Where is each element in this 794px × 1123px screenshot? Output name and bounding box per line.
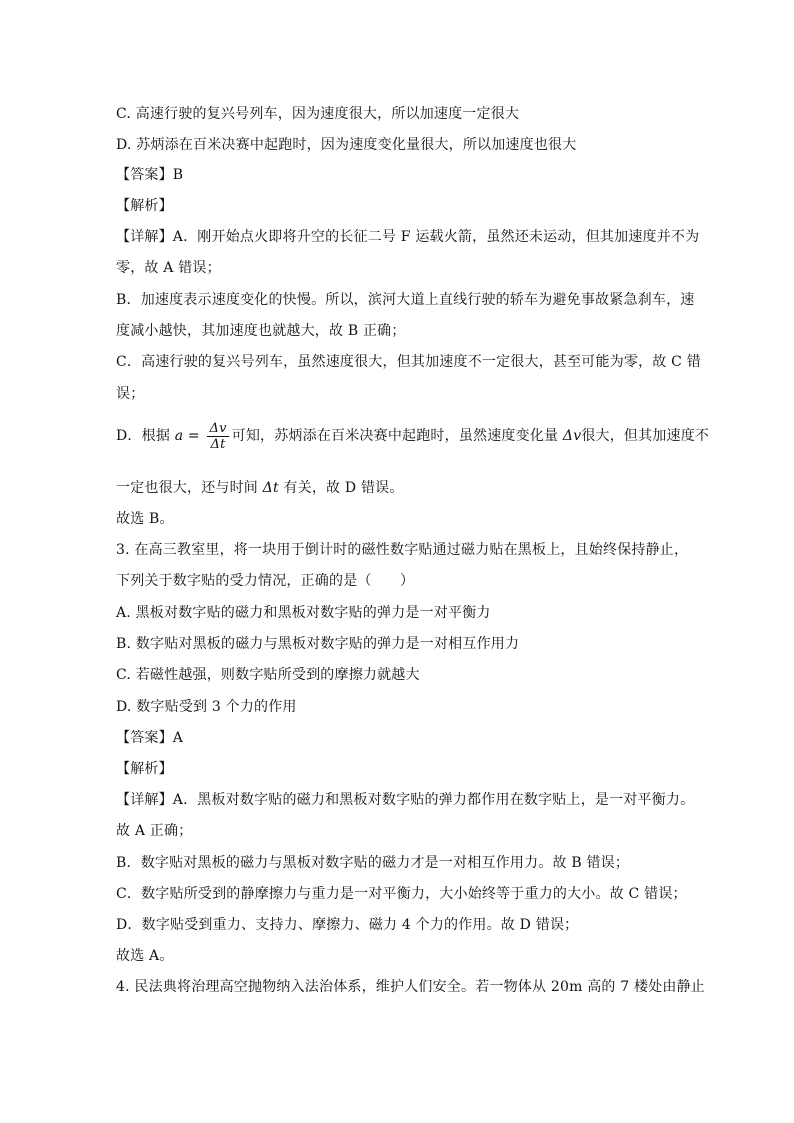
formula-suffix: 很大，但其加速度不 [581, 428, 710, 444]
explanation-line: 【详解】A．黑板对数字贴的磁力和黑板对数字贴的弹力都作用在数字贴上，是一对平衡力。 [116, 792, 695, 808]
question-3-stem: 3. 在高三教室里，将一块用于倒计时的磁性数字贴通过磁力贴在黑板上，且始终保持静止， [116, 542, 689, 558]
question-3-stem: 下列关于数字贴的受力情况，正确的是（ ） [116, 573, 415, 589]
explanation-line: 度减小越快，其加速度也就越大，故 B 正确； [116, 323, 406, 339]
explanation-line: 误； [116, 386, 145, 402]
acceleration-fraction [207, 421, 228, 452]
option-d-text: D. 数字贴受到 3 个力的作用 [116, 699, 297, 715]
fraction-numerator: Δv [209, 420, 227, 436]
analysis-label: 【解析】 [116, 761, 173, 777]
explanation-line: 零，故 A 错误； [116, 260, 221, 276]
delta-t-symbol: Δt [262, 480, 279, 496]
explanation-line: 【详解】A．刚开始点火即将升空的长征二号 F 运载火箭，虽然还未运动，但其加速度并不为 [116, 229, 700, 245]
answer-label: 【答案】A [116, 730, 184, 746]
choice-conclusion: 故选 A。 [116, 948, 174, 964]
option-a-text: A. 黑板对数字贴的磁力和黑板对数字贴的弹力是一对平衡力 [116, 605, 491, 621]
analysis-label: 【解析】 [116, 198, 173, 214]
fraction-denominator: Δt [210, 436, 226, 452]
explanation-line: 故 A 正确； [116, 823, 193, 839]
delta-v-symbol: Δv [562, 428, 582, 444]
answer-label: 【答案】B [116, 167, 184, 183]
explanation-line: C．数字贴所受到的静摩擦力与重力是一对平衡力，大小始终等于重力的大小。故 C 错误； [116, 886, 687, 902]
choice-conclusion: 故选 B。 [116, 511, 174, 527]
option-d-text: D. 苏炳添在百米决赛中起跑时，因为速度变化量很大，所以加速度也很大 [116, 137, 577, 153]
explanation-line: B．数字贴对黑板的磁力与黑板对数字贴的磁力才是一对相互作用力。故 B 错误； [116, 855, 630, 871]
option-c-text: C. 若磁性越强，则数字贴所受到的摩擦力就越大 [116, 667, 420, 683]
explanation-line: C．高速行驶的复兴号列车，虽然速度很大，但其加速度不一定很大，甚至可能为零，故 C 错 [116, 354, 701, 370]
explanation-line: 一定也很大，还与时间 Δt 有关，故 D 错误。 [116, 480, 404, 496]
option-b-text: B. 数字贴对黑板的磁力与黑板对数字贴的弹力是一对相互作用力 [116, 636, 520, 652]
formula-line [116, 420, 709, 452]
formula-prefix: D．根据 [116, 428, 171, 444]
explanation-line: B．加速度表示速度变化的快慢。所以，滨河大道上直线行驶的轿车为避免事故紧急刹车，速 [116, 292, 695, 308]
question-4-stem: 4. 民法典将治理高空抛物纳入法治体系，维护人们安全。若一物体从 20m 高的 7 楼处由静止 [116, 979, 706, 995]
formula-mid: 可知，苏炳添在百米决赛中起跑时，虽然速度变化量 [231, 428, 559, 444]
explanation-line: D．数字贴受到重力、支持力、摩擦力、磁力 4 个力的作用。故 D 错误； [116, 917, 579, 933]
formula-lhs: a = [174, 428, 200, 444]
option-c-text: C. 高速行驶的复兴号列车，因为速度很大，所以加速度一定很大 [116, 106, 520, 122]
